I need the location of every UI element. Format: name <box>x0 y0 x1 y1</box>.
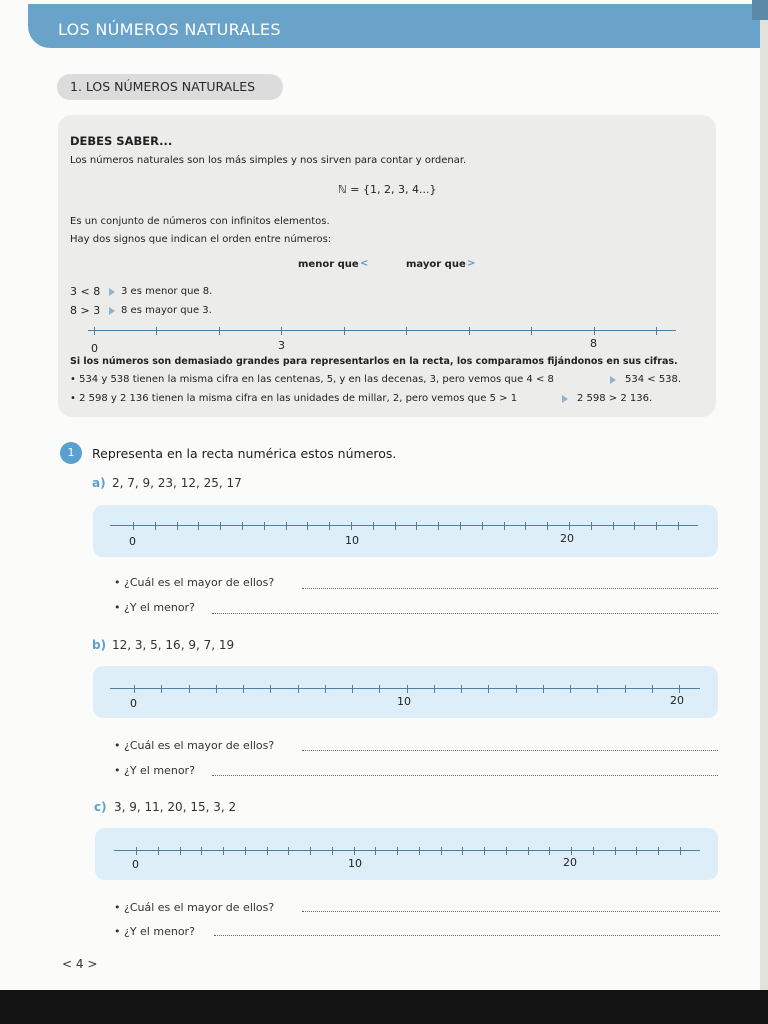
mayor-sign: > <box>467 258 476 269</box>
info-bullet: • 2 598 y 2 136 tienen la misma cifra en las unidades de millar, 2, pero vemos que 5 > 1 <box>70 393 518 404</box>
page-title: LOS NÚMEROS NATURALES <box>58 20 281 39</box>
tick-mark <box>656 522 657 530</box>
tick-mark <box>678 522 679 530</box>
exercise-title: Representa en la recta numérica estos números. <box>92 446 397 461</box>
info-line: Es un conjunto de números con infinitos elementos. <box>70 216 330 227</box>
header-corner <box>752 0 768 20</box>
tick-mark <box>441 847 442 855</box>
tick-mark <box>656 327 657 335</box>
tick-label: 20 <box>670 694 684 707</box>
tick-mark <box>543 685 544 693</box>
tick-mark <box>570 685 571 693</box>
page-number: < 4 > <box>62 957 98 971</box>
tick-mark <box>419 847 420 855</box>
info-line: Los números naturales son los más simples y nos sirven para contar y ordenar. <box>70 155 467 166</box>
tick-mark <box>482 522 483 530</box>
tick-mark <box>264 522 265 530</box>
info-number-line <box>88 330 676 331</box>
tick-label: 20 <box>563 856 577 869</box>
info-bullet: • 534 y 538 tienen la misma cifra en las centenas, 5, y en las decenas, 3, pero vemos que 4 < 8 <box>70 374 554 385</box>
tick-mark <box>201 847 202 855</box>
tick-mark <box>571 847 572 855</box>
info-tick-label: 8 <box>590 337 597 350</box>
tick-mark <box>329 522 330 530</box>
answer-field-menor[interactable] <box>212 775 718 776</box>
menor-sign: < <box>360 258 369 269</box>
tick-mark <box>461 685 462 693</box>
info-tick-label: 0 <box>91 342 98 355</box>
answer-field-mayor[interactable] <box>302 911 720 912</box>
tick-mark <box>679 685 680 693</box>
tick-mark <box>395 522 396 530</box>
tick-mark <box>310 847 311 855</box>
part-numbers: 3, 9, 11, 20, 15, 3, 2 <box>114 800 237 814</box>
tick-mark <box>634 522 635 530</box>
part-letter: c) <box>94 800 107 814</box>
tick-mark <box>591 522 592 530</box>
answer-field-menor[interactable] <box>214 935 720 936</box>
tick-mark <box>506 847 507 855</box>
tick-mark <box>198 522 199 530</box>
question-menor: • ¿Y el menor? <box>114 764 195 777</box>
tick-mark <box>288 847 289 855</box>
tick-mark <box>615 847 616 855</box>
part-letter: a) <box>92 476 106 490</box>
tick-mark <box>504 522 505 530</box>
question-mayor: • ¿Cuál es el mayor de ellos? <box>114 739 275 752</box>
tick-mark <box>298 685 299 693</box>
answer-field-mayor[interactable] <box>302 750 718 751</box>
tick-mark <box>379 685 380 693</box>
info-line: Si los números son demasiado grandes para representarlos en la recta, los comparamos fijándonos en sus cifras. <box>70 356 678 367</box>
tick-mark <box>460 522 461 530</box>
tick-mark <box>219 327 220 335</box>
tick-label: 0 <box>132 858 139 871</box>
tick-mark <box>352 685 353 693</box>
example-text: 8 es mayor que 3. <box>121 305 212 316</box>
tick-mark <box>680 847 681 855</box>
tick-label: 10 <box>397 695 411 708</box>
menor-label: menor que <box>298 259 359 270</box>
tick-label: 0 <box>130 697 137 710</box>
tick-mark <box>636 847 637 855</box>
tick-label: 10 <box>345 534 359 547</box>
info-bullet-result: 534 < 538. <box>625 374 682 385</box>
tick-mark <box>158 847 159 855</box>
arrow-icon <box>109 288 115 296</box>
tick-mark <box>594 327 595 335</box>
tick-mark <box>216 685 217 693</box>
part-letter: b) <box>92 638 107 652</box>
tick-mark <box>434 685 435 693</box>
tick-mark <box>161 685 162 693</box>
number-line <box>110 688 700 689</box>
arrow-icon <box>610 376 616 384</box>
tick-mark <box>332 847 333 855</box>
tick-label: 0 <box>129 535 136 548</box>
tick-mark <box>155 522 156 530</box>
tick-mark <box>625 685 626 693</box>
tick-mark <box>133 522 134 530</box>
mayor-label: mayor que <box>406 259 466 270</box>
tick-mark <box>373 522 374 530</box>
tick-mark <box>658 847 659 855</box>
tick-mark <box>286 522 287 530</box>
tick-mark <box>136 847 137 855</box>
tick-mark <box>307 522 308 530</box>
example-text: 3 es menor que 8. <box>121 286 213 297</box>
tick-mark <box>406 327 407 335</box>
tick-mark <box>525 522 526 530</box>
tick-mark <box>220 522 221 530</box>
tick-mark <box>134 685 135 693</box>
tick-mark <box>354 847 355 855</box>
tick-mark <box>177 522 178 530</box>
info-tick-label: 3 <box>278 339 285 352</box>
answer-field-mayor[interactable] <box>302 588 718 589</box>
tick-mark <box>652 685 653 693</box>
tick-mark <box>270 685 271 693</box>
tick-mark <box>94 327 95 335</box>
tick-mark <box>180 847 181 855</box>
tick-mark <box>469 327 470 335</box>
tick-label: 10 <box>348 857 362 870</box>
tick-mark <box>593 847 594 855</box>
question-menor: • ¿Y el menor? <box>114 925 195 938</box>
natural-set: ℕ = {1, 2, 3, 4...} <box>338 183 437 196</box>
tick-mark <box>416 522 417 530</box>
tick-mark <box>397 847 398 855</box>
tick-mark <box>245 847 246 855</box>
tick-mark <box>569 522 570 530</box>
number-line-band <box>95 828 718 880</box>
scan-border <box>0 990 768 1024</box>
info-heading: DEBES SABER... <box>70 134 173 148</box>
tick-mark <box>267 847 268 855</box>
question-mayor: • ¿Cuál es el mayor de ellos? <box>114 901 275 914</box>
example-comparison: 8 > 3 <box>70 304 101 317</box>
tick-mark <box>488 685 489 693</box>
tick-mark <box>281 327 282 335</box>
tick-mark <box>325 685 326 693</box>
part-numbers: 2, 7, 9, 23, 12, 25, 17 <box>112 476 242 490</box>
tick-mark <box>597 685 598 693</box>
tick-mark <box>516 685 517 693</box>
arrow-icon <box>562 395 568 403</box>
tick-mark <box>462 847 463 855</box>
tick-mark <box>438 522 439 530</box>
tick-mark <box>547 522 548 530</box>
page-edge <box>760 0 768 990</box>
answer-field-menor[interactable] <box>212 613 718 614</box>
exercise-number-badge: 1 <box>60 442 82 464</box>
tick-mark <box>242 522 243 530</box>
info-line: Hay dos signos que indican el orden entre números: <box>70 234 332 245</box>
tick-mark <box>351 522 352 530</box>
tick-mark <box>549 847 550 855</box>
question-mayor: • ¿Cuál es el mayor de ellos? <box>114 576 275 589</box>
example-comparison: 3 < 8 <box>70 285 101 298</box>
tick-mark <box>484 847 485 855</box>
tick-label: 20 <box>560 532 574 545</box>
tick-mark <box>613 522 614 530</box>
info-bullet-result: 2 598 > 2 136. <box>577 393 653 404</box>
tick-mark <box>531 327 532 335</box>
tick-mark <box>344 327 345 335</box>
tick-mark <box>528 847 529 855</box>
tick-mark <box>407 685 408 693</box>
tick-mark <box>243 685 244 693</box>
arrow-icon <box>109 307 115 315</box>
question-menor: • ¿Y el menor? <box>114 601 195 614</box>
part-numbers: 12, 3, 5, 16, 9, 7, 19 <box>112 638 235 652</box>
number-line-band <box>93 505 718 557</box>
tick-mark <box>223 847 224 855</box>
tick-mark <box>189 685 190 693</box>
tick-mark <box>156 327 157 335</box>
tick-mark <box>375 847 376 855</box>
section-title: 1. LOS NÚMEROS NATURALES <box>70 79 256 94</box>
